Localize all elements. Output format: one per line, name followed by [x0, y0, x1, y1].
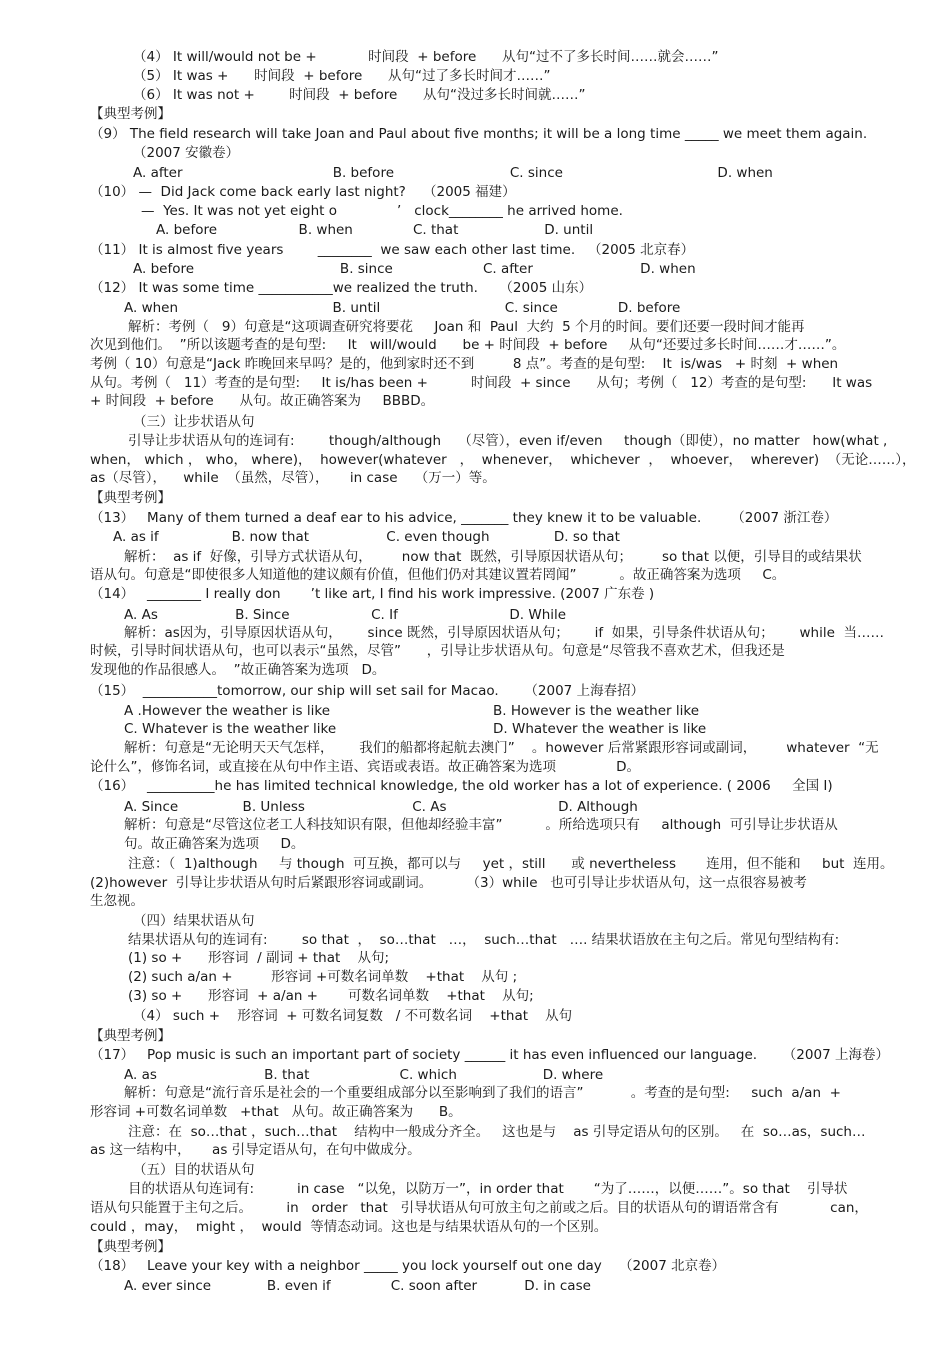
text-line: could ，may， might ， would 等情态动词。这也是与结果状语从句的一个区别。 — [90, 1219, 608, 1235]
text-line: （16） __________he has limited technical knowledge, the old worker has a lot of experience. ( 2006 全国 I) — [90, 778, 833, 794]
text-line: （五）目的状语从句 — [133, 1162, 255, 1178]
text-line: 结果状语从句的连词有: so that ， so…that …， such…that …. 结果状语放在主句之后。常见句型结构有: — [128, 932, 840, 948]
text-line: 次见到他们。 ”所以该题考查的是句型: It will/would be + 时间段 + before 从句“还要过多长时间……才……”。 — [90, 337, 846, 353]
text-line: 解析：句意是“流行音乐是社会的一个重要组成部分以至影响到了我们的语言” 。考查的是句型: such a/an + — [124, 1085, 841, 1101]
text-line: 解析： as if 好像，引导方式状语从句， now that 既然，引导原因状语从句； so that 以便，引导目的或结果状 — [124, 549, 862, 565]
text-line: (3) so + 形容词 + a/an + 可数名词单数 +that 从句; — [128, 988, 534, 1004]
text-line: （11） It is almost five years ________ we saw each other last time. （2005 北京春） — [90, 242, 695, 258]
text-line: （13） Many of them turned a deaf ear to his advice, _______ they knew it to be valuable. （2007 浙江卷） — [90, 510, 838, 526]
text-line: A. before B. when C. that D. until — [156, 222, 594, 238]
text-line: 解析：句意是“尽管这位老工人科技知识有限，但他却经验丰富” 。所给选项只有 although 可引导让步状语从 — [124, 817, 838, 833]
text-line: 句。故正确答案为选项 D。 — [124, 836, 305, 852]
text-line: （5） It was + 时间段 + before 从句“过了多长时间才……” — [133, 68, 551, 84]
text-line: 解析：as因为，引导原因状语从句， since 既然，引导原因状语从句； if 如果，引导条件状语从句； while 当…… — [124, 625, 884, 641]
text-line: 时候，引导时间状语从句，也可以表示“虽然，尽管” ，引导让步状语从句。句意是“尽管我不喜欢艺术，但我还是 — [90, 643, 785, 659]
text-line: （15） ___________tomorrow, our ship will set sail for Macao. （2007 上海春招） — [90, 683, 645, 699]
text-line: (2) such a/an + 形容词 +可数名词单数 +that 从句 ; — [128, 969, 518, 985]
text-line: 解析：考例（ 9）句意是“这项调查研究将要花 Joan 和 Paul 大约 5 个月的时间。要们还要一段时间才能再 — [128, 319, 805, 335]
text-line: A. As B. Since C. If D. While — [124, 607, 567, 623]
text-line: B. However is the weather like — [493, 703, 700, 719]
text-line: 发现他的作品很感人。 ”故正确答案为选项 D。 — [90, 662, 386, 678]
text-line: 语从句。句意是“即使很多人知道他的建议颇有价值，但他们仍对其建议置若罔闻” 。故正确答案为选项 C。 — [90, 567, 786, 583]
text-line: 【典型考例】 — [90, 106, 171, 122]
text-line: 论什么”，修饰名词，或直接在从句中作主语、宾语或表语。故正确答案为选项 D。 — [90, 759, 640, 775]
text-line: D. Whatever the weather is like — [493, 721, 707, 737]
text-line: (1) so + 形容词 / 副词 + that 从句; — [128, 950, 390, 966]
text-line: 从句。考例（ 11）考查的是句型: It is/has been + 时间段 + since 从句；考例（ 12）考查的是句型: It was — [90, 375, 873, 391]
text-line: 注意：（ 1)although 与 though 可互换，都可以与 yet ，still 或 nevertheless 连用，但不能和 but 连用。 — [128, 856, 894, 872]
text-line: as 这一结构中， as 引导定语从句，在句中做成分。 — [90, 1142, 421, 1158]
text-line: （四）结果状语从句 — [133, 913, 255, 929]
text-line: （17） Pop music is such an important part of society ______ it has even influenced our language. （2007 上海卷） — [90, 1047, 889, 1063]
text-line: （2007 安徽卷） — [133, 145, 240, 161]
text-line: — Yes. It was not yet eight o ’ clock________ he arrived home. — [141, 203, 623, 219]
text-line: 考例（ 10）句意是“Jack 昨晚回来早吗？是的，他到家时还不到 8 点”。考查的是句型: It is/was + 时刻 + when — [90, 356, 839, 372]
text-line: （三）让步状语从句 — [133, 414, 255, 430]
text-line: + 时间段 + before 从句。故正确答案为 BBBD。 — [90, 393, 435, 409]
text-line: A. when B. until C. since D. before — [124, 300, 681, 316]
text-line: 生忽视。 — [90, 893, 144, 909]
text-line: A .However the weather is like — [124, 703, 330, 719]
text-line: 【典型考例】 — [90, 490, 171, 506]
text-line: C. Whatever is the weather like — [124, 721, 337, 737]
text-line: （10） — Did Jack come back early last night? （2005 福建） — [90, 184, 516, 200]
text-line: 【典型考例】 — [90, 1239, 171, 1255]
text-line: (2)however 引导让步状语从句时后紧跟形容词或副词。 （3）while 也可引导让步状语从句，这一点很容易被考 — [90, 875, 807, 891]
text-line: A. after B. before C. since D. when — [133, 165, 773, 181]
text-line: （9） The field research will take Joan and Paul about five months; it will be a long time _____ we meet them again. — [90, 126, 868, 142]
text-line: A. Since B. Unless C. As D. Although — [124, 799, 638, 815]
text-line: 引导让步状语从句的连词有: though/although （尽管），even if/even though（即使），no matter how(what , — [128, 433, 888, 449]
text-line: 【典型考例】 — [90, 1028, 171, 1044]
text-line: A. as if B. now that C. even though D. so that — [113, 529, 620, 545]
text-line: as（尽管）， while （虽然，尽管）， in case （万一）等。 — [90, 470, 496, 486]
text-line: when， which ， who， where)， however(whatever ， whenever， whichever ， whoever， wherever) （无论……）， — [90, 452, 916, 468]
text-line: 语从句只能置于主句之后。 in order that 引导状语从句可放主句之前或之后。目的状语从句的谓语常含有 can， — [90, 1200, 868, 1216]
text-line: A. as B. that C. which D. where — [124, 1067, 604, 1083]
text-line: （6） It was not + 时间段 + before 从句“没过多长时间就……” — [133, 87, 586, 103]
text-line: （18） Leave your key with a neighbor _____ you lock yourself out one day （2007 北京卷） — [90, 1258, 726, 1274]
text-line: （4） such + 形容词 + 可数名词复数 / 不可数名词 +that 从句 — [133, 1008, 573, 1024]
text-line: 目的状语从句连词有: in case “以免，以防万一”，in order that “为了……，以便……”。so that 引导状 — [128, 1181, 848, 1197]
text-line: （4） It will/would not be + 时间段 + before 从句“过不了多长时间……就会……” — [133, 49, 719, 65]
text-line: A. before B. since C. after D. when — [133, 261, 696, 277]
text-line: 解析：句意是“无论明天天气怎样， 我们的船都将起航去澳门” 。however 后常紧跟形容词或副词， whatever “无 — [124, 740, 879, 756]
text-line: 形容词 +可数名词单数 +that 从句。故正确答案为 B。 — [90, 1104, 462, 1120]
text-line: A. ever since B. even if C. soon after D. in case — [124, 1278, 591, 1294]
text-line: 注意：在 so…that ，such…that 结构中一般成分齐全。 这也是与 as 引导定语从句的区别。 在 so…as，such… — [128, 1124, 866, 1140]
text-line: （14） ________ I really don ’t like art, I find his work impressive. (2007 广东卷 ) — [90, 586, 655, 602]
text-line: （12） It was some time ___________we realized the truth. （2005 山东） — [90, 280, 593, 296]
